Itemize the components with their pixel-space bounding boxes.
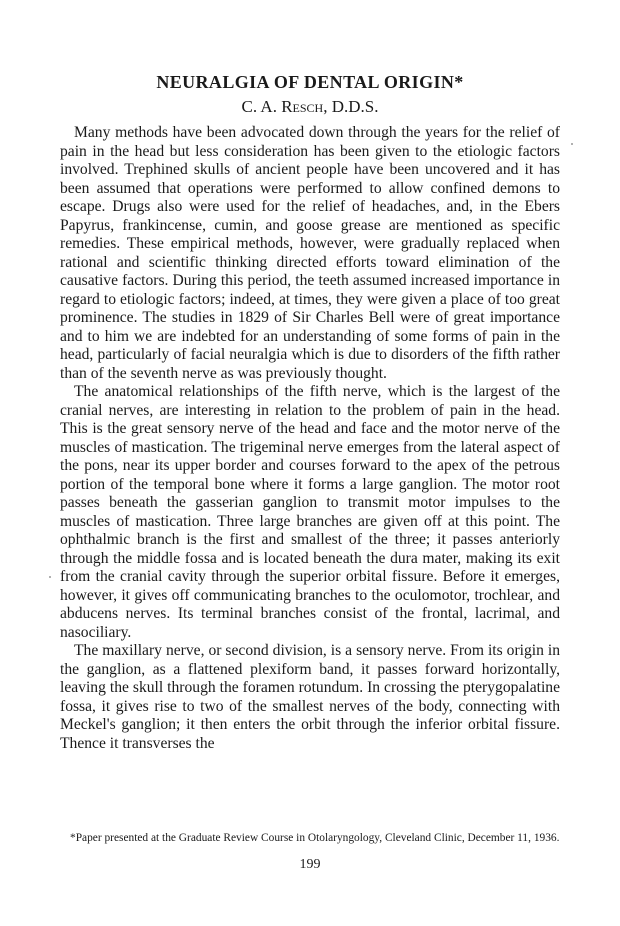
- article-title: NEURALGIA OF DENTAL ORIGIN*: [156, 72, 464, 92]
- body-paragraph-3: The maxillary nerve, or second division, is a sensory nerve. From its origin in the ganglion, as a flattened plexiform band, it passes forward horizontally, leaving the skull through the foramen rotundum. In crossing the pterygopalatine fossa, it gives rise to two of the smallest nerves of the body, connecting with Meckel's ganglion; it then enters the orbit through the inferior orbital fissure. Thence it transverses the: [60, 642, 560, 752]
- footnote: *Paper presented at the Graduate Review Course in Otolaryngology, Cleveland Clinic, December 11, 1936.: [70, 832, 560, 844]
- body-paragraph-2: The anatomical relationships of the fifth nerve, which is the largest of the cranial nerves, are interesting in relation to the problem of pain in the head. This is the great sensory nerve of the head and face and the motor nerve of the muscles of mastication. The trigeminal nerve emerges from the lateral aspect of the pons, near its upper border and courses forward to the apex of the petrous portion of the temporal bone where it forms a large ganglion. The motor root passes beneath the gasserian ganglion to transmit motor impulses to the muscles of mastication. Three large branches are given off at this point. The ophthalmic branch is the first and smallest of the three; it passes anteriorly through the middle fossa and is located beneath the dura mater, making its exit from the cranial cavity through the superior orbital fissure. Before it emerges, however, it gives off communicating branches to the oculomotor, trochlear, and abducens nerves. Its terminal branches consist of the frontal, lacrimal, and nasociliary.: [60, 383, 560, 641]
- scan-speck: [49, 576, 51, 578]
- scan-speck: [571, 143, 573, 145]
- article-body: [60, 124, 560, 753]
- article-author: C. A. Resch, D.D.S.: [241, 97, 379, 116]
- body-paragraph-1: Many methods have been advocated down through the years for the relief of pain in the head but less consideration has been given to the etiologic factors involved. Trephined skulls of ancient people have been uncovered and it has been assumed that operations were performed to allow confined demons to escape. Drugs also were used for the relief of headaches, and, in the Ebers Papyrus, frankincense, cumin, and goose grease are mentioned as specific remedies. These empirical methods, however, were gradually replaced when rational and scientific thinking directed efforts toward elimination of the causative factors. During this period, the teeth assumed increased importance in regard to etiologic factors; indeed, at times, they were given a place of too great prominence. The studies in 1829 of Sir Charles Bell were of great importance and to him we are indebted for an understanding of some forms of pain in the head, particularly of facial neuralgia which is due to disorders of the fifth rather than of the seventh nerve as was previously thought.: [60, 124, 560, 382]
- page-number: 199: [299, 857, 321, 872]
